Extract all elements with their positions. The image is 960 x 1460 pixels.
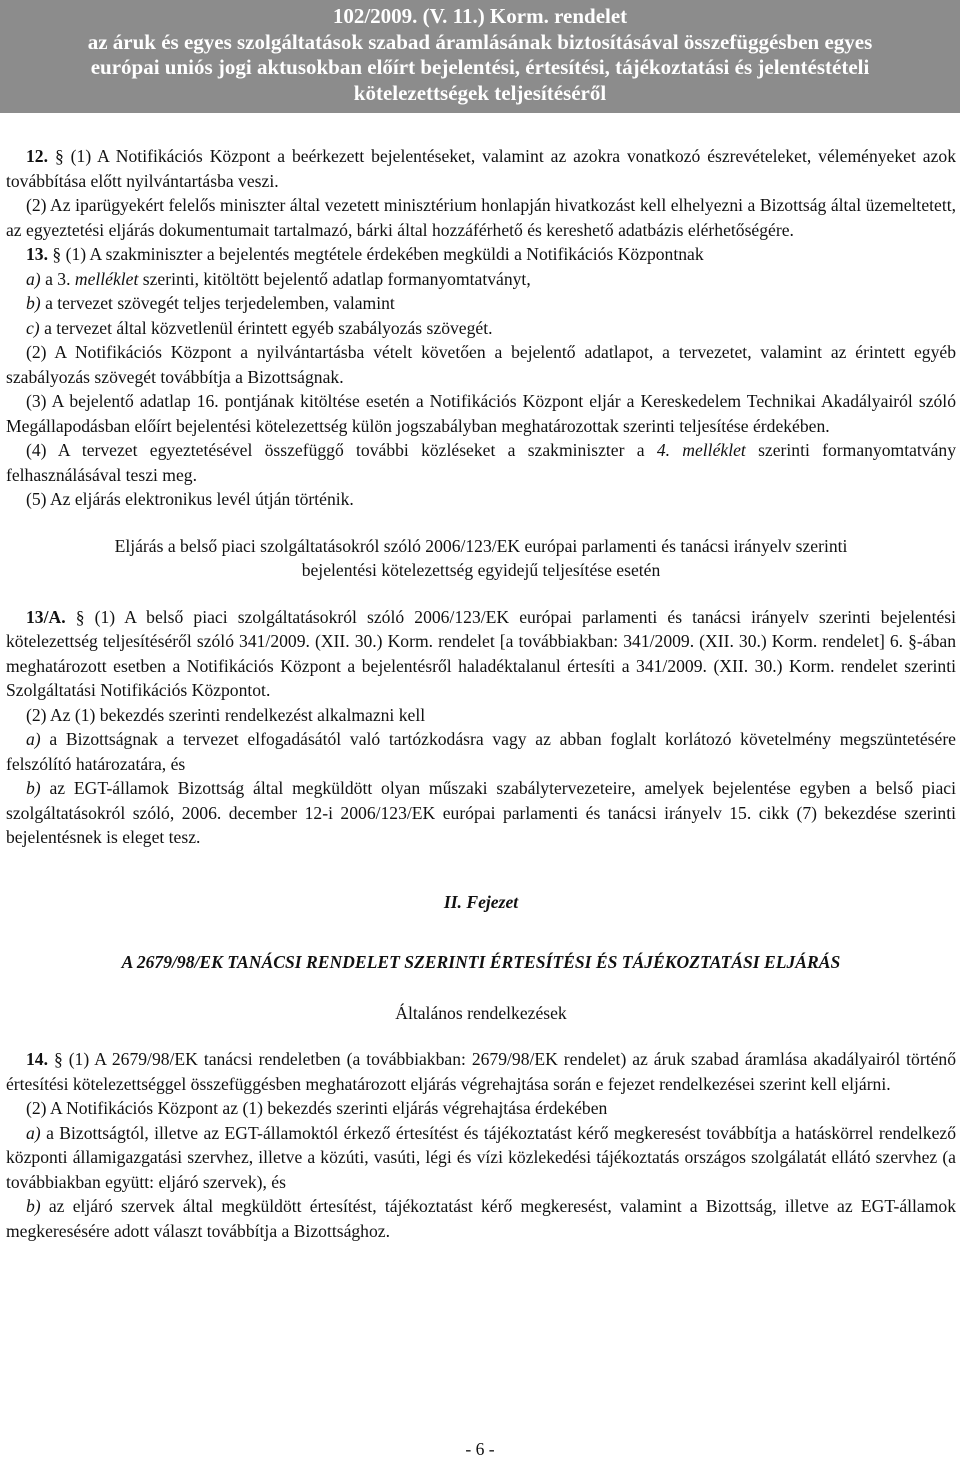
section-14-point-a xyxy=(6,1121,956,1195)
point-label: b) xyxy=(26,778,41,798)
section-sign: § xyxy=(54,146,64,166)
point-b-text: a tervezet szövegét teljes terjedelemben, valamint xyxy=(45,293,395,313)
section-14-p1-text: (1) A 2679/98/EK tanácsi rendeletben (a továbbiakban: 2679/98/EK rendelet) az áruk szabad áramlása akadályairól történő értesítési kötelezettséggel összefüggésben meghatározott eljárás végrehajtása során e fejezet rendelkezései szerint kell eljárni. xyxy=(6,1049,956,1094)
chapter-title: A 2679/98/EK TANÁCSI RENDELET SZERINTI ÉRTESÍTÉSI ÉS TÁJÉKOZTATÁSI ELJÁRÁS xyxy=(121,952,841,972)
chapter-label: II. Fejezet xyxy=(443,891,519,912)
header-line-4: kötelezettségek teljesítéséről xyxy=(353,80,607,105)
section-13-point-a xyxy=(6,267,956,292)
point-c-text: a tervezet által közvetlenül érintett egyéb szabályozás szövegét. xyxy=(44,317,493,338)
section-13a-paragraph-1 xyxy=(6,605,956,703)
section-12-number: 12. xyxy=(26,146,48,166)
section-14-number: 14. xyxy=(26,1049,48,1069)
section-sign: § xyxy=(908,631,917,651)
subheading-line-2: bejelentési kötelezettség egyidejű teljesítése esetén xyxy=(301,560,661,580)
section-13-paragraph-4 xyxy=(6,438,956,487)
section-13-point-c xyxy=(6,316,956,341)
point-a-text: a Bizottságnak a tervezet elfogadásától való tartózkodásra vagy az abban foglalt korlátozó követelmény megszüntetésére felszólító határozatára, és xyxy=(6,729,956,774)
section-sign: § xyxy=(52,244,62,264)
section-sign: § xyxy=(75,606,85,627)
page-number: - 6 - xyxy=(465,1439,495,1459)
header-line-2: az áruk és egyes szolgáltatások szabad áramlásának biztosításával összefüggésben egyes xyxy=(87,29,873,54)
point-label: b) xyxy=(26,1196,41,1216)
section-13-number: 13. xyxy=(26,244,48,264)
point-a-text: szerinti, kitöltött bejelentő adatlap formanyomtatványt, xyxy=(142,268,531,289)
section-14-paragraph-2: (2) A Notifikációs Központ az (1) bekezdés szerinti eljárás végrehajtása érdekében xyxy=(26,1098,608,1118)
point-label: a) xyxy=(26,268,41,289)
chapter-subtitle: Általános rendelkezések xyxy=(395,1002,567,1023)
section-12-paragraph-2: (2) Az iparügyekért felelős miniszter által vezetett minisztérium honlapján hivatkozást kell elhelyezni a Bizottság által üzemeltetett, az egyeztetési eljárás dokumentumait tartalmazó, bárki által hozzáférhető és kereshető adatbázis elérhetőségére. xyxy=(6,195,956,240)
point-label: a) xyxy=(26,1122,41,1143)
header-line-1: 102/2009. (V. 11.) Korm. rendelet xyxy=(332,4,628,28)
p4-text: (4) A tervezet egyeztetésével összefüggő további közléseket a szakminiszter a xyxy=(26,440,645,460)
section-13-point-b xyxy=(6,291,956,316)
section-14-paragraph-1 xyxy=(6,1047,956,1096)
section-13a-p1-rest: -ában meghatározott esetben a Notifikációs Központ a bejelentésről haladéktalanul értesíti a 341/2009. (XII. 30.) Korm. rendelet szerinti Szolgáltatási Notifikációs Központot. xyxy=(6,631,956,700)
section-13-paragraph-2: (2) A Notifikációs Központ a nyilvántartásba vételt követően a bejelentő adatlapot, a tervezetet, valamint az érintett egyéb szabályozás szövegét továbbítja a Bizottságnak. xyxy=(6,342,956,387)
section-13a-paragraph-2: (2) Az (1) bekezdés szerinti rendelkezést alkalmazni kell xyxy=(26,704,426,725)
section-13a-number: 13/A. xyxy=(26,606,66,627)
point-b-text: az EGT-államok Bizottság által megküldött olyan műszaki szabálytervezeteire, amelyek bejelentése egyben a belső piaci szolgáltatásokról szóló, 2006. december 12-i 2006/123/EK európai parlamenti és tanácsi irányelv 15. cikk (7) bekezdése szerinti bejelentésnek is eleget tesz. xyxy=(6,778,956,847)
section-12-p1-text: (1) A Notifikációs Központ a beérkezett bejelentéseket, valamint az azokra vonatkozó észrevételeket, véleményeket azok továbbítása előtt nyilvántartásba veszi. xyxy=(6,146,956,191)
point-label: b) xyxy=(26,293,41,313)
document-header xyxy=(0,0,960,113)
point-label: a) xyxy=(26,729,41,749)
melleklet-ref: melléklet xyxy=(74,268,139,289)
section-13a-point-a xyxy=(6,727,956,776)
section-14-point-b xyxy=(6,1194,956,1243)
section-13a-p1-text: (1) A belső piaci szolgáltatásokról szóló 2006/123/EK európai parlamenti és tanácsi irányelv szerinti bejelentési kötelezettség teljesítéséről szóló 341/2009. (XII. 30.) Korm. rendelet [a továbbiakban: 341/2009. (XII. 30.) Korm. rendelet] 6. xyxy=(6,606,957,651)
section-12-paragraph-1 xyxy=(6,144,956,193)
section-13-paragraph-5: (5) Az eljárás elektronikus levél útján történik. xyxy=(26,489,354,509)
point-b-text: az eljáró szervek által megküldött értesítést, tájékoztatást kérő megkeresést, valamint a Bizottság, illetve az EGT-államok megkeresésére adott választ továbbítja a Bizottsághoz. xyxy=(6,1196,957,1241)
subheading-line-1: Eljárás a belső piaci szolgáltatásokról szóló 2006/123/EK európai parlamenti és tanácsi irányelv szerinti xyxy=(114,535,848,556)
section-sign: § xyxy=(53,1049,63,1069)
document-body xyxy=(6,144,956,1243)
header-line-3: európai uniós jogi aktusokban előírt bejelentési, értesítési, tájékoztatási és jelentéstételi xyxy=(90,55,870,79)
point-a-text: a Bizottságtól, illetve az EGT-államoktól érkező értesítést és tájékoztatást kérő megkeresést továbbítja a hatáskörrel rendelkező központi államigazgatási szervhez, illetve a közúti, vasúti, légi és vízi közlekedési tájékoztatás országos szolgálatát ellátó szervhez (a továbbiakban együtt: eljáró szervek), és xyxy=(6,1122,957,1192)
melleklet-ref: 4. melléklet xyxy=(656,440,746,460)
section-13-paragraph-3: (3) A bejelentő adatlap 16. pontjának kitöltése esetén a Notifikációs Központ eljár a Kereskedelem Technikai Akadályairól szóló Megállapodásban előírt bejelentési kötelezettség külön jogszabályban meghatározottak szerinti teljesítése érdekében. xyxy=(6,391,956,436)
section-13-p1-text: (1) A szakminiszter a bejelentés megtétele érdekében megküldi a Notifikációs Központnak xyxy=(65,244,704,264)
point-label: c) xyxy=(26,317,40,338)
section-13-paragraph-1 xyxy=(6,242,956,267)
section-13a-point-b xyxy=(6,776,956,850)
p4-rest: szerinti formanyomtatvány felhasználásával teszi meg. xyxy=(6,440,956,485)
point-a-pre: a 3. xyxy=(45,268,71,289)
